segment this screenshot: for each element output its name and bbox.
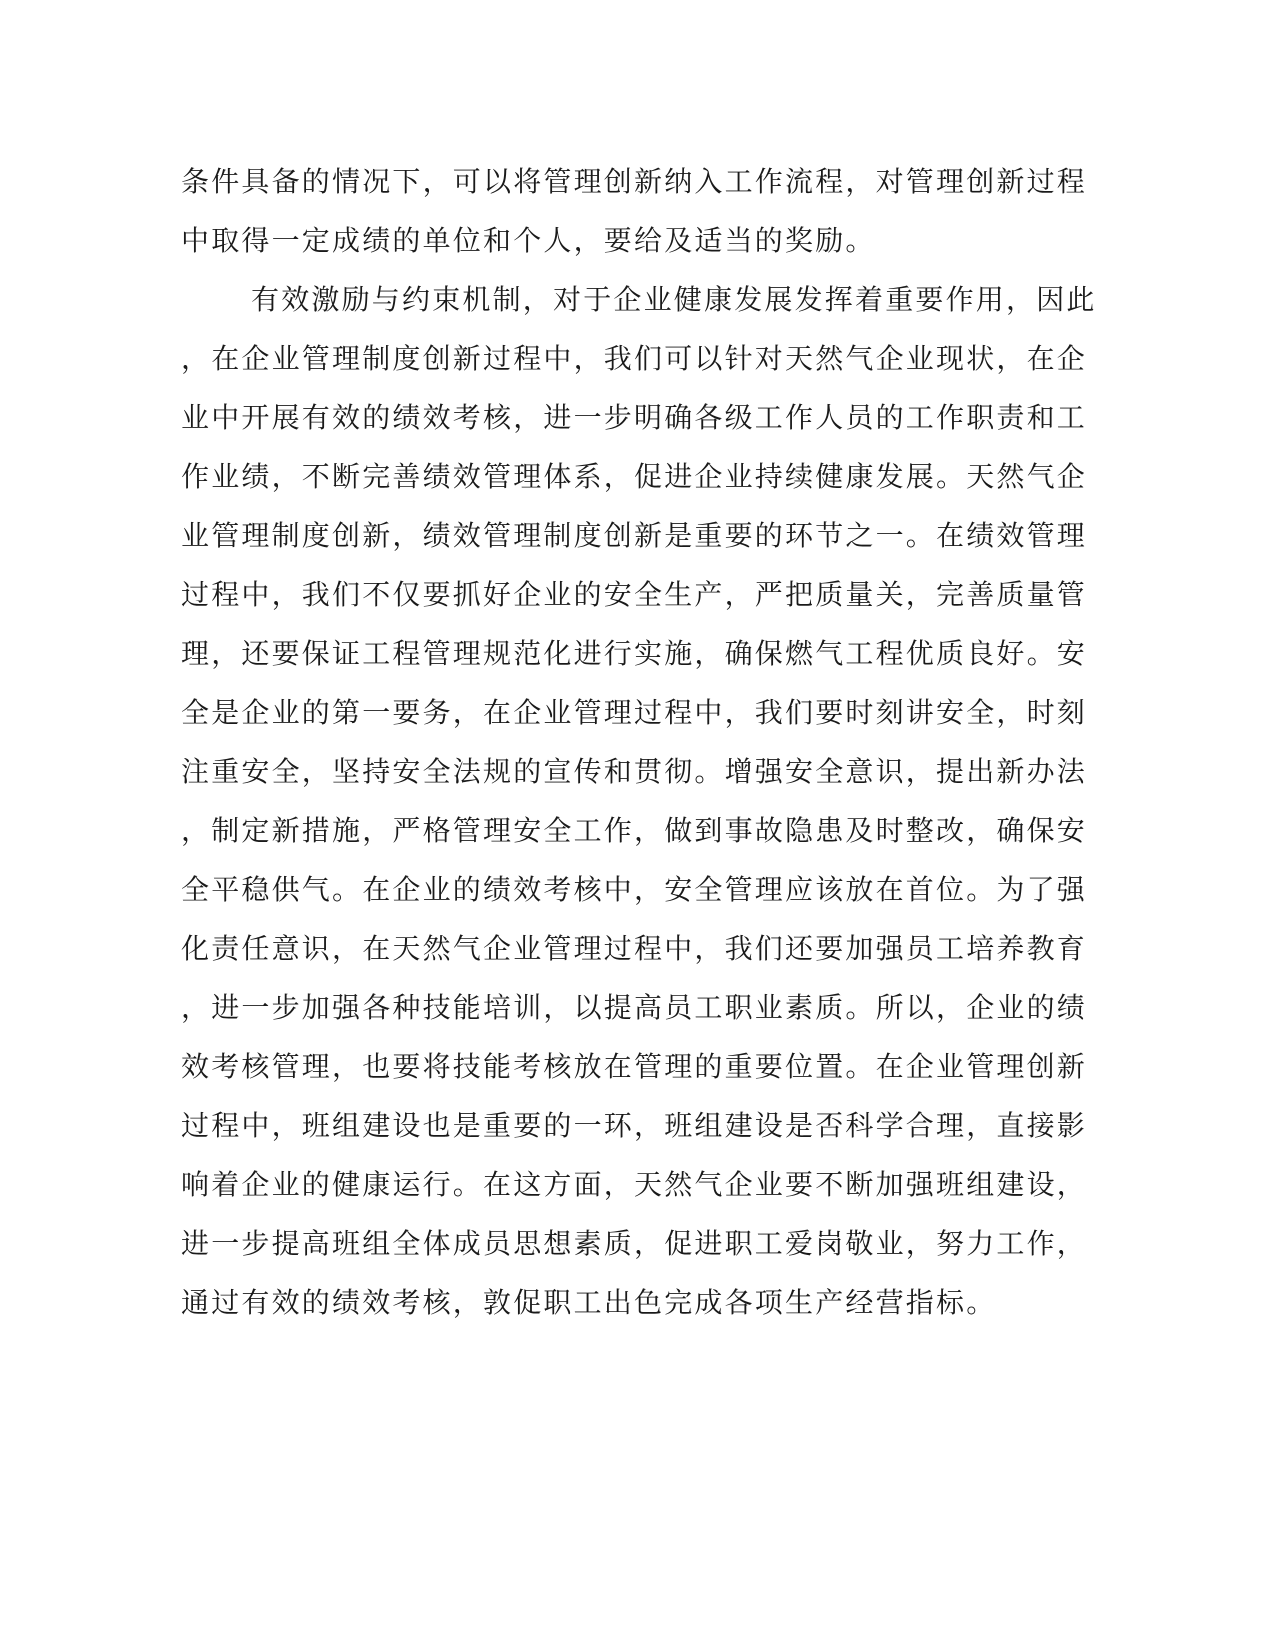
paragraph-line: ，制定新措施，严格管理安全工作，做到事故隐患及时整改，确保安: [181, 814, 1088, 847]
paragraph-line: 注重安全，坚持安全法规的宣传和贯彻。增强安全意识，提出新办法: [181, 755, 1088, 788]
paragraph-line: 化责任意识，在天然气企业管理过程中，我们还要加强员工培养教育: [181, 932, 1088, 965]
paragraph-line: 有效激励与约束机制，对于企业健康发展发挥着重要作用，因此: [251, 283, 1097, 316]
paragraph-1: [181, 152, 1088, 270]
paragraph-line: 理，还要保证工程管理规范化进行实施，确保燃气工程优质良好。安: [181, 637, 1088, 670]
paragraph-line: 过程中，班组建设也是重要的一环，班组建设是否科学合理，直接影: [181, 1109, 1088, 1142]
paragraph-line: 响着企业的健康运行。在这方面，天然气企业要不断加强班组建设，: [181, 1168, 1088, 1201]
paragraph-line: 全平稳供气。在企业的绩效考核中，安全管理应该放在首位。为了强: [181, 873, 1088, 906]
paragraph-line: ，在企业管理制度创新过程中，我们可以针对天然气企业现状，在企: [181, 342, 1088, 375]
paragraph-line: 全是企业的第一要务，在企业管理过程中，我们要时刻讲安全，时刻: [181, 696, 1088, 729]
paragraph-line: 条件具备的情况下，可以将管理创新纳入工作流程，对管理创新过程: [181, 165, 1088, 198]
paragraph-line: ，进一步加强各种技能培训，以提高员工职业素质。所以，企业的绩: [181, 991, 1088, 1024]
paragraph-line: 作业绩，不断完善绩效管理体系，促进企业持续健康发展。天然气企: [181, 460, 1088, 493]
paragraph-line: 业管理制度创新，绩效管理制度创新是重要的环节之一。在绩效管理: [181, 519, 1088, 552]
paragraph-line: 中取得一定成绩的单位和个人，要给及适当的奖励。: [181, 224, 876, 257]
paragraph-2: [181, 270, 1097, 1332]
paragraph-line: 进一步提高班组全体成员思想素质，促进职工爱岗敬业，努力工作，: [181, 1227, 1088, 1260]
paragraph-line: 效考核管理，也要将技能考核放在管理的重要位置。在企业管理创新: [181, 1050, 1088, 1083]
paragraph-line: 业中开展有效的绩效考核，进一步明确各级工作人员的工作职责和工: [181, 401, 1088, 434]
paragraph-line: 通过有效的绩效考核，敦促职工出色完成各项生产经营指标。: [181, 1286, 997, 1319]
paragraph-line: 过程中，我们不仅要抓好企业的安全生产，严把质量关，完善质量管: [181, 578, 1088, 611]
